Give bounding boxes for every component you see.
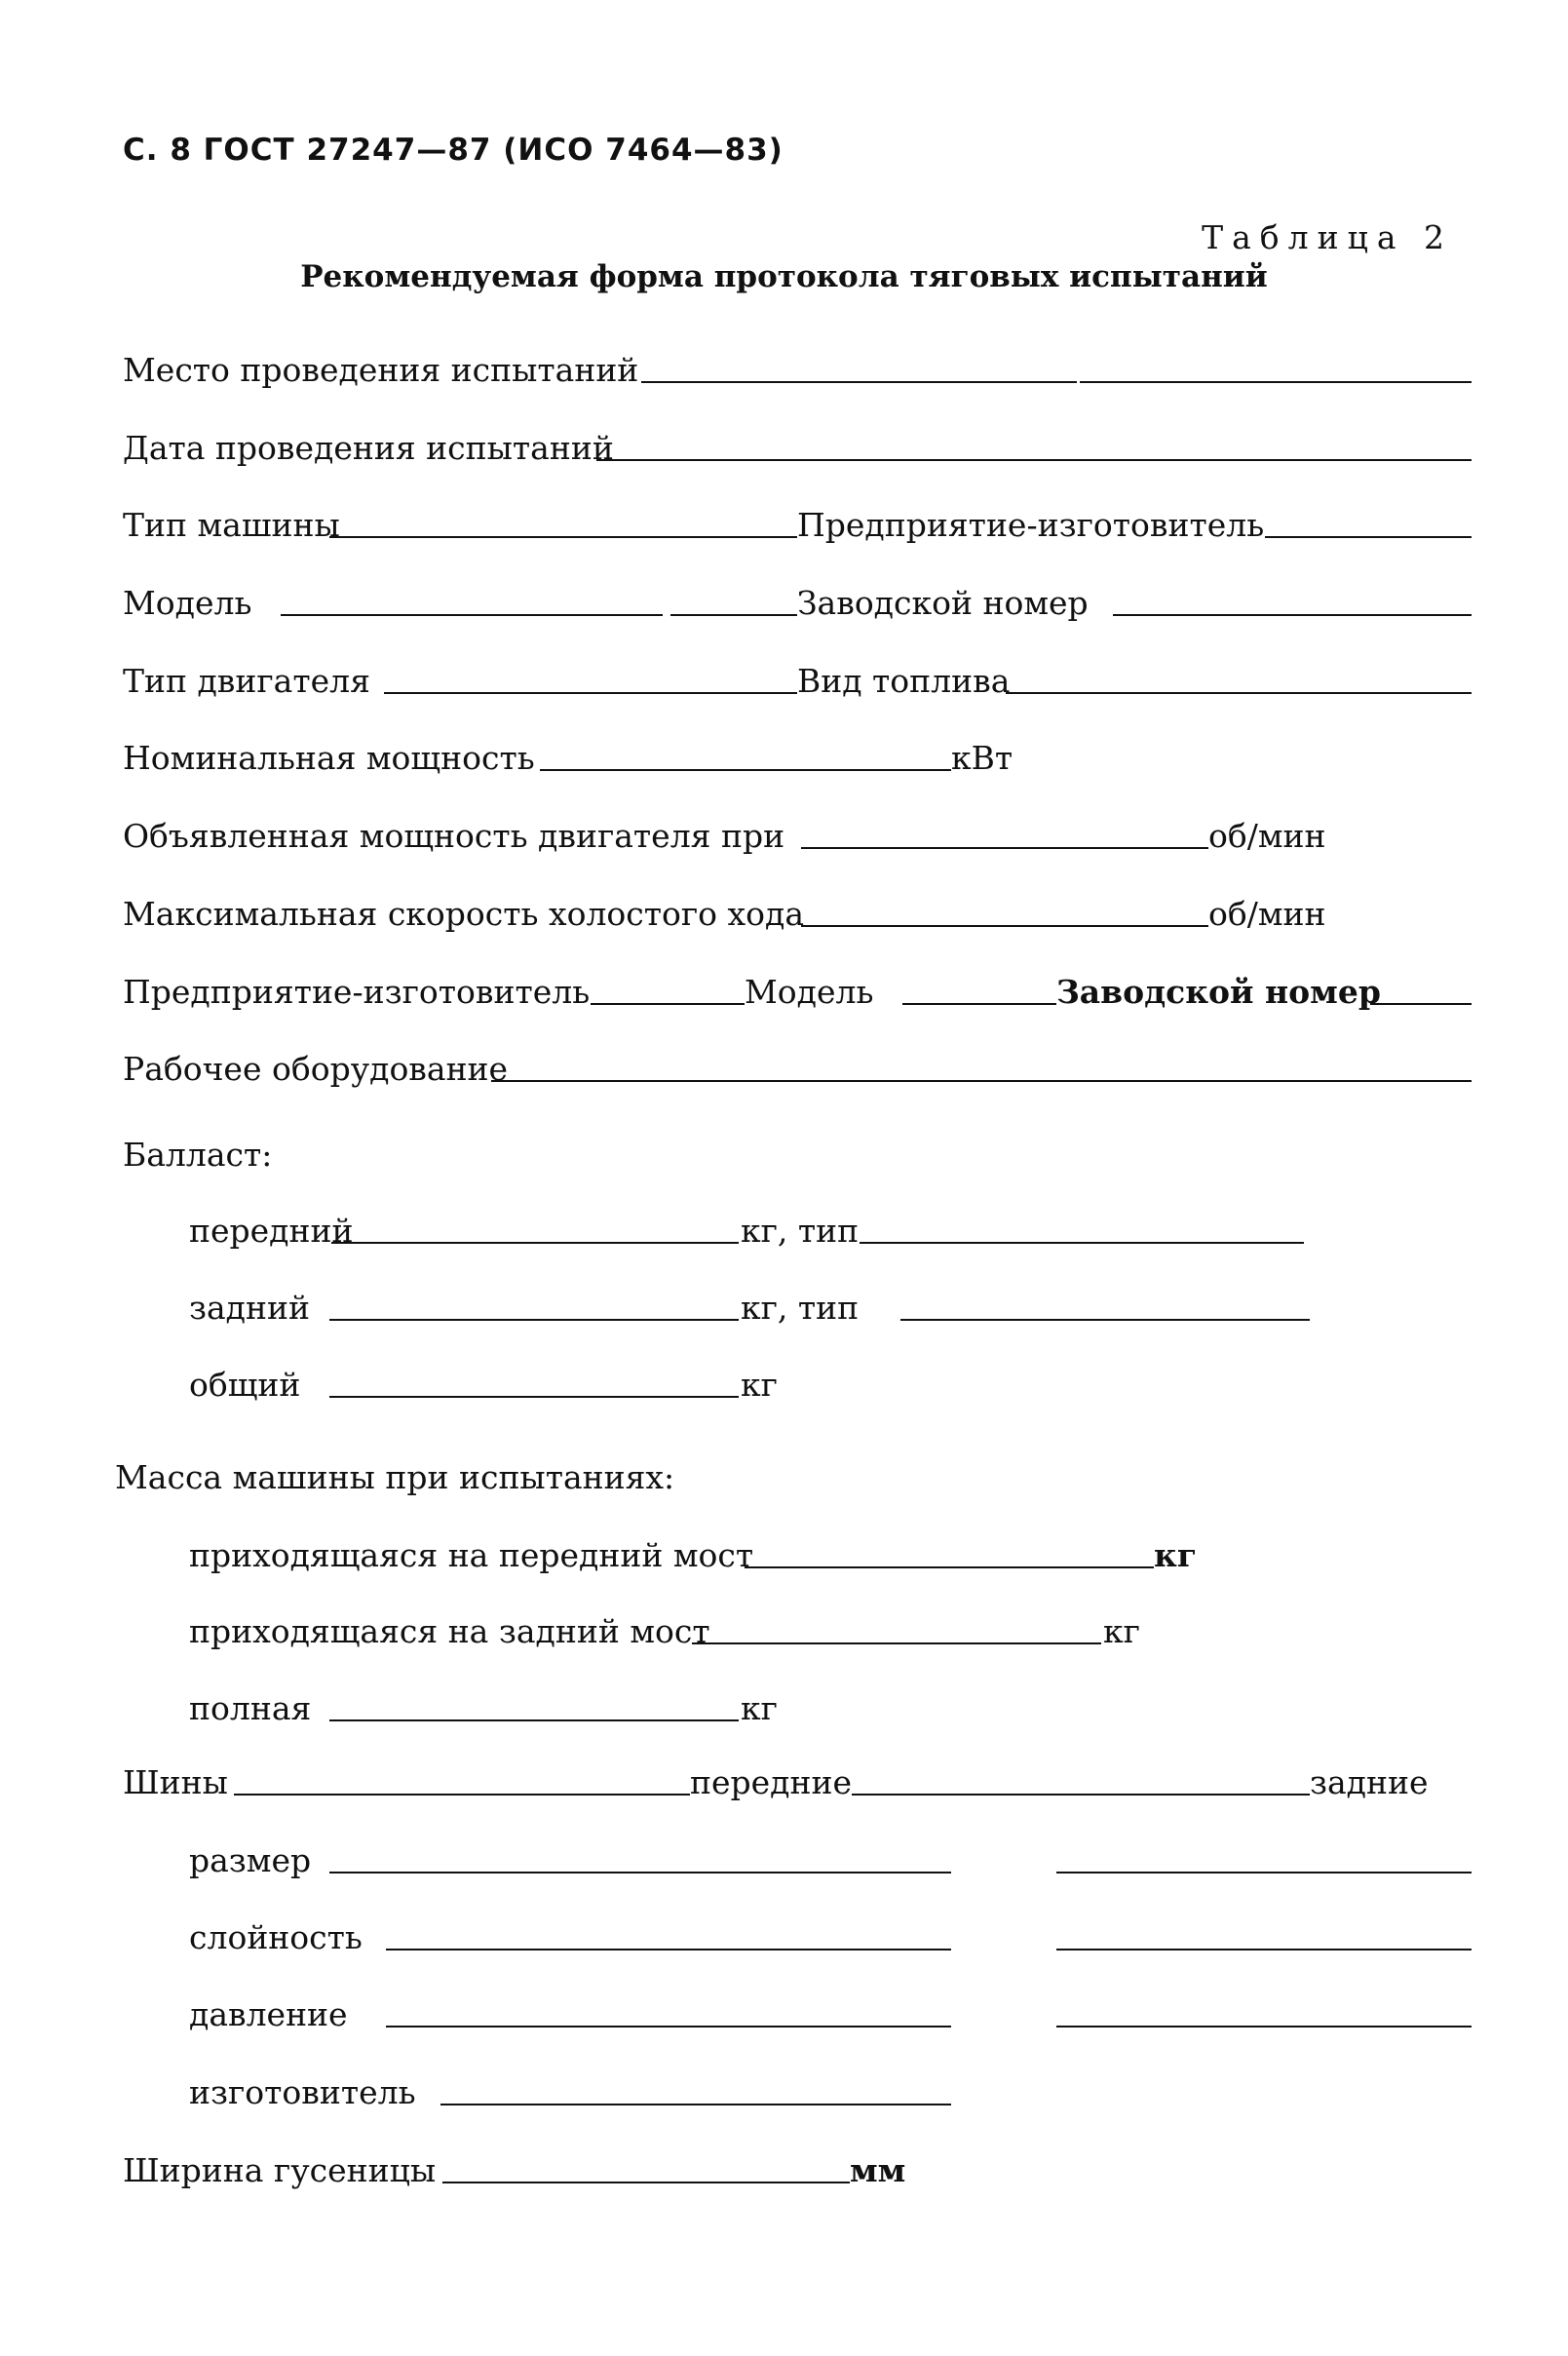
ballast-front-unit: кг, тип <box>741 1212 860 1250</box>
mass-front-axle-unit: кг <box>1154 1536 1198 1574</box>
tyre-maker-label: изготовитель <box>189 2073 416 2111</box>
ballast-rear-unit: кг, тип <box>741 1289 860 1327</box>
row-ballast-title <box>0 1134 1568 1177</box>
declared-power-unit: об/мин <box>1208 817 1326 855</box>
row-ballast-total <box>0 1364 1568 1407</box>
tyre-pressure-front-line[interactable] <box>386 2026 951 2028</box>
ballast-front-mass-line[interactable] <box>331 1242 739 1244</box>
ballast-total-line[interactable] <box>329 1396 739 1398</box>
mass-rear-axle-label: приходящаяся на задний мост <box>189 1612 710 1650</box>
row-tyre-pressure <box>0 1993 1568 2036</box>
row-tyre-ply <box>0 1916 1568 1959</box>
row-model <box>0 582 1568 625</box>
ballast-rear-type-line[interactable] <box>900 1319 1310 1321</box>
page-header: С. 8 ГОСТ 27247—87 (ИСО 7464—83) <box>123 133 784 168</box>
tyres-rear-label: задние <box>1310 1763 1429 1801</box>
tyre-size-rear-line[interactable] <box>1056 1872 1472 1873</box>
test-date-line[interactable] <box>596 459 1472 461</box>
row-engine-type <box>0 660 1568 703</box>
model-line-1[interactable] <box>281 614 663 616</box>
row-mass-rear-axle <box>0 1610 1568 1653</box>
ballast-front-type-line[interactable] <box>860 1242 1304 1244</box>
tyre-size-front-line[interactable] <box>329 1872 951 1873</box>
row-test-date <box>0 427 1568 470</box>
rated-power-label: Номинальная мощность <box>123 739 535 777</box>
row-mass-title <box>0 1456 1568 1499</box>
tyres-front-line[interactable] <box>852 1794 1310 1796</box>
row-working-equipment <box>0 1048 1568 1091</box>
row-mass-total <box>0 1687 1568 1730</box>
machine-type-label: Тип машины <box>123 506 340 544</box>
test-date-label: Дата проведения испытаний <box>123 429 614 467</box>
row-declared-power <box>0 815 1568 858</box>
tyre-ply-front-line[interactable] <box>386 1949 951 1950</box>
row-tyre-maker <box>0 2071 1568 2114</box>
track-width-unit: мм <box>850 2151 906 2189</box>
serial-number-line[interactable] <box>1113 614 1472 616</box>
serial-number-label: Заводской номер <box>797 584 1089 622</box>
row-equipment-maker <box>0 971 1568 1014</box>
equip-manufacturer-label: Предприятие-изготовитель <box>123 973 591 1011</box>
track-width-label: Ширина гусеницы <box>123 2151 437 2189</box>
max-idle-speed-label: Максимальная скорость холостого хода <box>123 895 805 933</box>
row-max-idle-speed <box>0 893 1568 936</box>
fuel-type-label: Вид топлива <box>797 662 1011 700</box>
equip-model-label: Модель <box>745 973 874 1011</box>
tyre-pressure-rear-line[interactable] <box>1056 2026 1472 2028</box>
engine-type-label: Тип двигателя <box>123 662 370 700</box>
mass-rear-axle-unit: кг <box>1103 1612 1140 1650</box>
row-ballast-front <box>0 1210 1568 1253</box>
tyres-label: Шины <box>123 1763 228 1801</box>
row-track-width <box>0 2149 1568 2192</box>
ballast-rear-label: задний <box>189 1289 310 1327</box>
tyre-maker-line[interactable] <box>440 2104 951 2105</box>
model-label: Модель <box>123 584 252 622</box>
max-idle-speed-unit: об/мин <box>1208 895 1326 933</box>
mass-rear-axle-line[interactable] <box>692 1642 1101 1644</box>
ballast-title: Балласт: <box>123 1136 273 1174</box>
ballast-total-unit: кг <box>741 1366 778 1404</box>
equip-serial-line[interactable] <box>1370 1003 1472 1005</box>
mass-title: Масса машины при испытаниях: <box>115 1458 675 1496</box>
test-site-line-1[interactable] <box>641 381 1077 383</box>
machine-type-line[interactable] <box>329 536 797 538</box>
manufacturer-line[interactable] <box>1265 536 1472 538</box>
mass-total-label: полная <box>189 1689 312 1727</box>
tyres-line[interactable] <box>234 1794 690 1796</box>
mass-front-axle-label: приходящаяся на передний мост <box>189 1536 754 1574</box>
track-width-line[interactable] <box>442 2182 850 2183</box>
rated-power-unit: кВт <box>951 739 1013 777</box>
row-tyre-size <box>0 1839 1568 1882</box>
ballast-rear-mass-line[interactable] <box>329 1319 739 1321</box>
equip-serial-label: Заводской номер <box>1056 973 1381 1011</box>
row-rated-power <box>0 737 1568 780</box>
equip-manufacturer-line[interactable] <box>591 1003 745 1005</box>
engine-type-line[interactable] <box>384 692 797 694</box>
model-line-2[interactable] <box>670 614 797 616</box>
manufacturer-label: Предприятие-изготовитель <box>797 506 1265 544</box>
tyres-front-label: передние <box>690 1763 853 1801</box>
declared-power-line[interactable] <box>801 847 1208 849</box>
row-tyres <box>0 1761 1568 1804</box>
mass-total-unit: кг <box>741 1689 778 1727</box>
test-site-label: Место проведения испытаний <box>123 351 639 389</box>
table-label: Таблица 2 <box>1202 218 1453 256</box>
declared-power-label: Объявленная мощность двигателя при <box>123 817 785 855</box>
row-mass-front-axle <box>0 1534 1568 1577</box>
row-machine-type <box>0 504 1568 547</box>
ballast-total-label: общий <box>189 1366 301 1404</box>
tyre-size-label: размер <box>189 1841 312 1879</box>
tyre-pressure-label: давление <box>189 1995 348 2033</box>
working-equipment-line[interactable] <box>491 1080 1472 1082</box>
test-site-line-2[interactable] <box>1080 381 1472 383</box>
row-ballast-rear <box>0 1287 1568 1330</box>
mass-total-line[interactable] <box>329 1719 739 1721</box>
max-idle-speed-line[interactable] <box>801 925 1208 927</box>
tyre-ply-label: слойность <box>189 1918 363 1956</box>
fuel-type-line[interactable] <box>1006 692 1472 694</box>
rated-power-line[interactable] <box>540 769 951 771</box>
mass-front-axle-line[interactable] <box>745 1566 1154 1568</box>
equip-model-line[interactable] <box>902 1003 1056 1005</box>
row-test-site <box>0 349 1568 392</box>
tyre-ply-rear-line[interactable] <box>1056 1949 1472 1950</box>
form-title: Рекомендуемая форма протокола тяговых испытаний <box>300 259 1268 294</box>
working-equipment-label: Рабочее оборудование <box>123 1050 509 1088</box>
ballast-front-label: передний <box>189 1212 354 1250</box>
